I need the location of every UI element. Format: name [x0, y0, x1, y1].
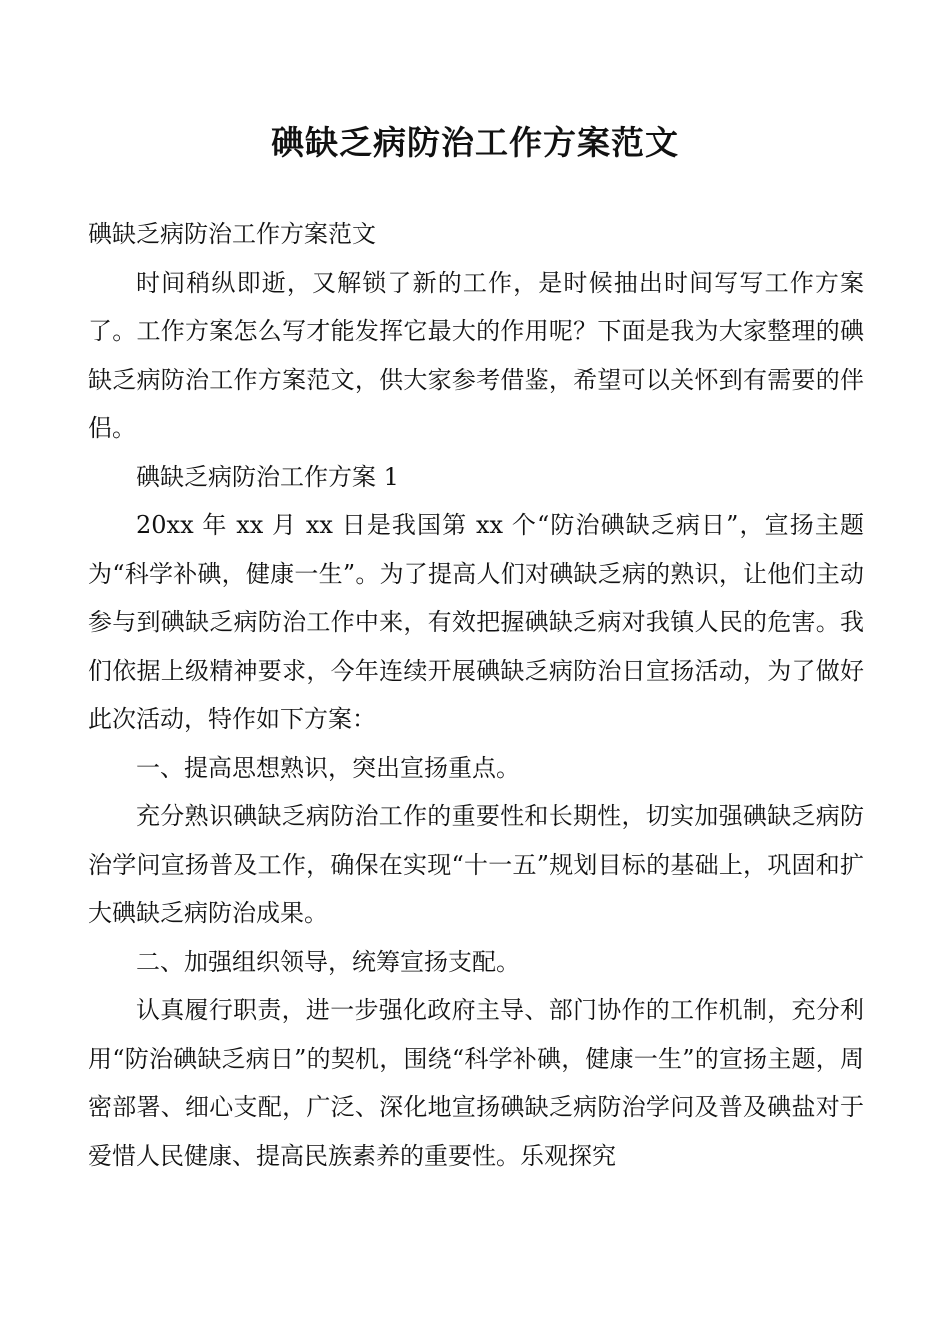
paragraph-subtitle: 碘缺乏病防治工作方案范文 [88, 220, 376, 248]
document-body [88, 210, 864, 1180]
paragraph-intro: 时间稍纵即逝，又解锁了新的工作，是时候抽出时间写写工作方案了。工作方案怎么写才能发挥它最大的作用呢？下面是我为大家整理的碘缺乏病防治工作方案范文，供大家参考借鉴，希望可以关怀到有需要的伴侣。 [88, 268, 864, 442]
paragraph-section-2-body: 认真履行职责，进一步强化政府主导、部门协作的工作机制，充分利用“防治碘缺乏病日”的契机，围绕“科学补碘，健康一生”的宣扬主题，周密部署、细心支配，广泛、深化地宣扬碘缺乏病防治学问及普及碘盐对于爱惜人民健康、提高民族素养的重要性。乐观探究 [88, 996, 864, 1170]
paragraph-plan-heading: 碘缺乏病防治工作方案 1 [136, 462, 399, 491]
paragraph-section-1-heading: 一、提高思想熟识，突出宣扬重点。 [136, 753, 520, 782]
document-title: 碘缺乏病防治工作方案范文 [271, 123, 679, 162]
paragraph-section-2-heading: 二、加强组织领导，统筹宣扬支配。 [136, 947, 520, 976]
paragraph-section-1-body: 充分熟识碘缺乏病防治工作的重要性和长期性，切实加强碘缺乏病防治学问宣扬普及工作，确保在实现“十一五”规划目标的基础上，巩固和扩大碘缺乏病防治成果。 [88, 802, 864, 927]
paragraph-background: 20xx 年 xx 月 xx 日是我国第 xx 个“防治碘缺乏病日”，宣扬主题为“科学补碘，健康一生”。为了提高人们对碘缺乏病的熟识，让他们主动参与到碘缺乏病防治工作中来，有效把握碘缺乏病对我镇人民的危害。我们依据上级精神要求，今年连续开展碘缺乏病防治日宣扬活动，为了做好此次活动，特作如下方案： [88, 511, 864, 733]
